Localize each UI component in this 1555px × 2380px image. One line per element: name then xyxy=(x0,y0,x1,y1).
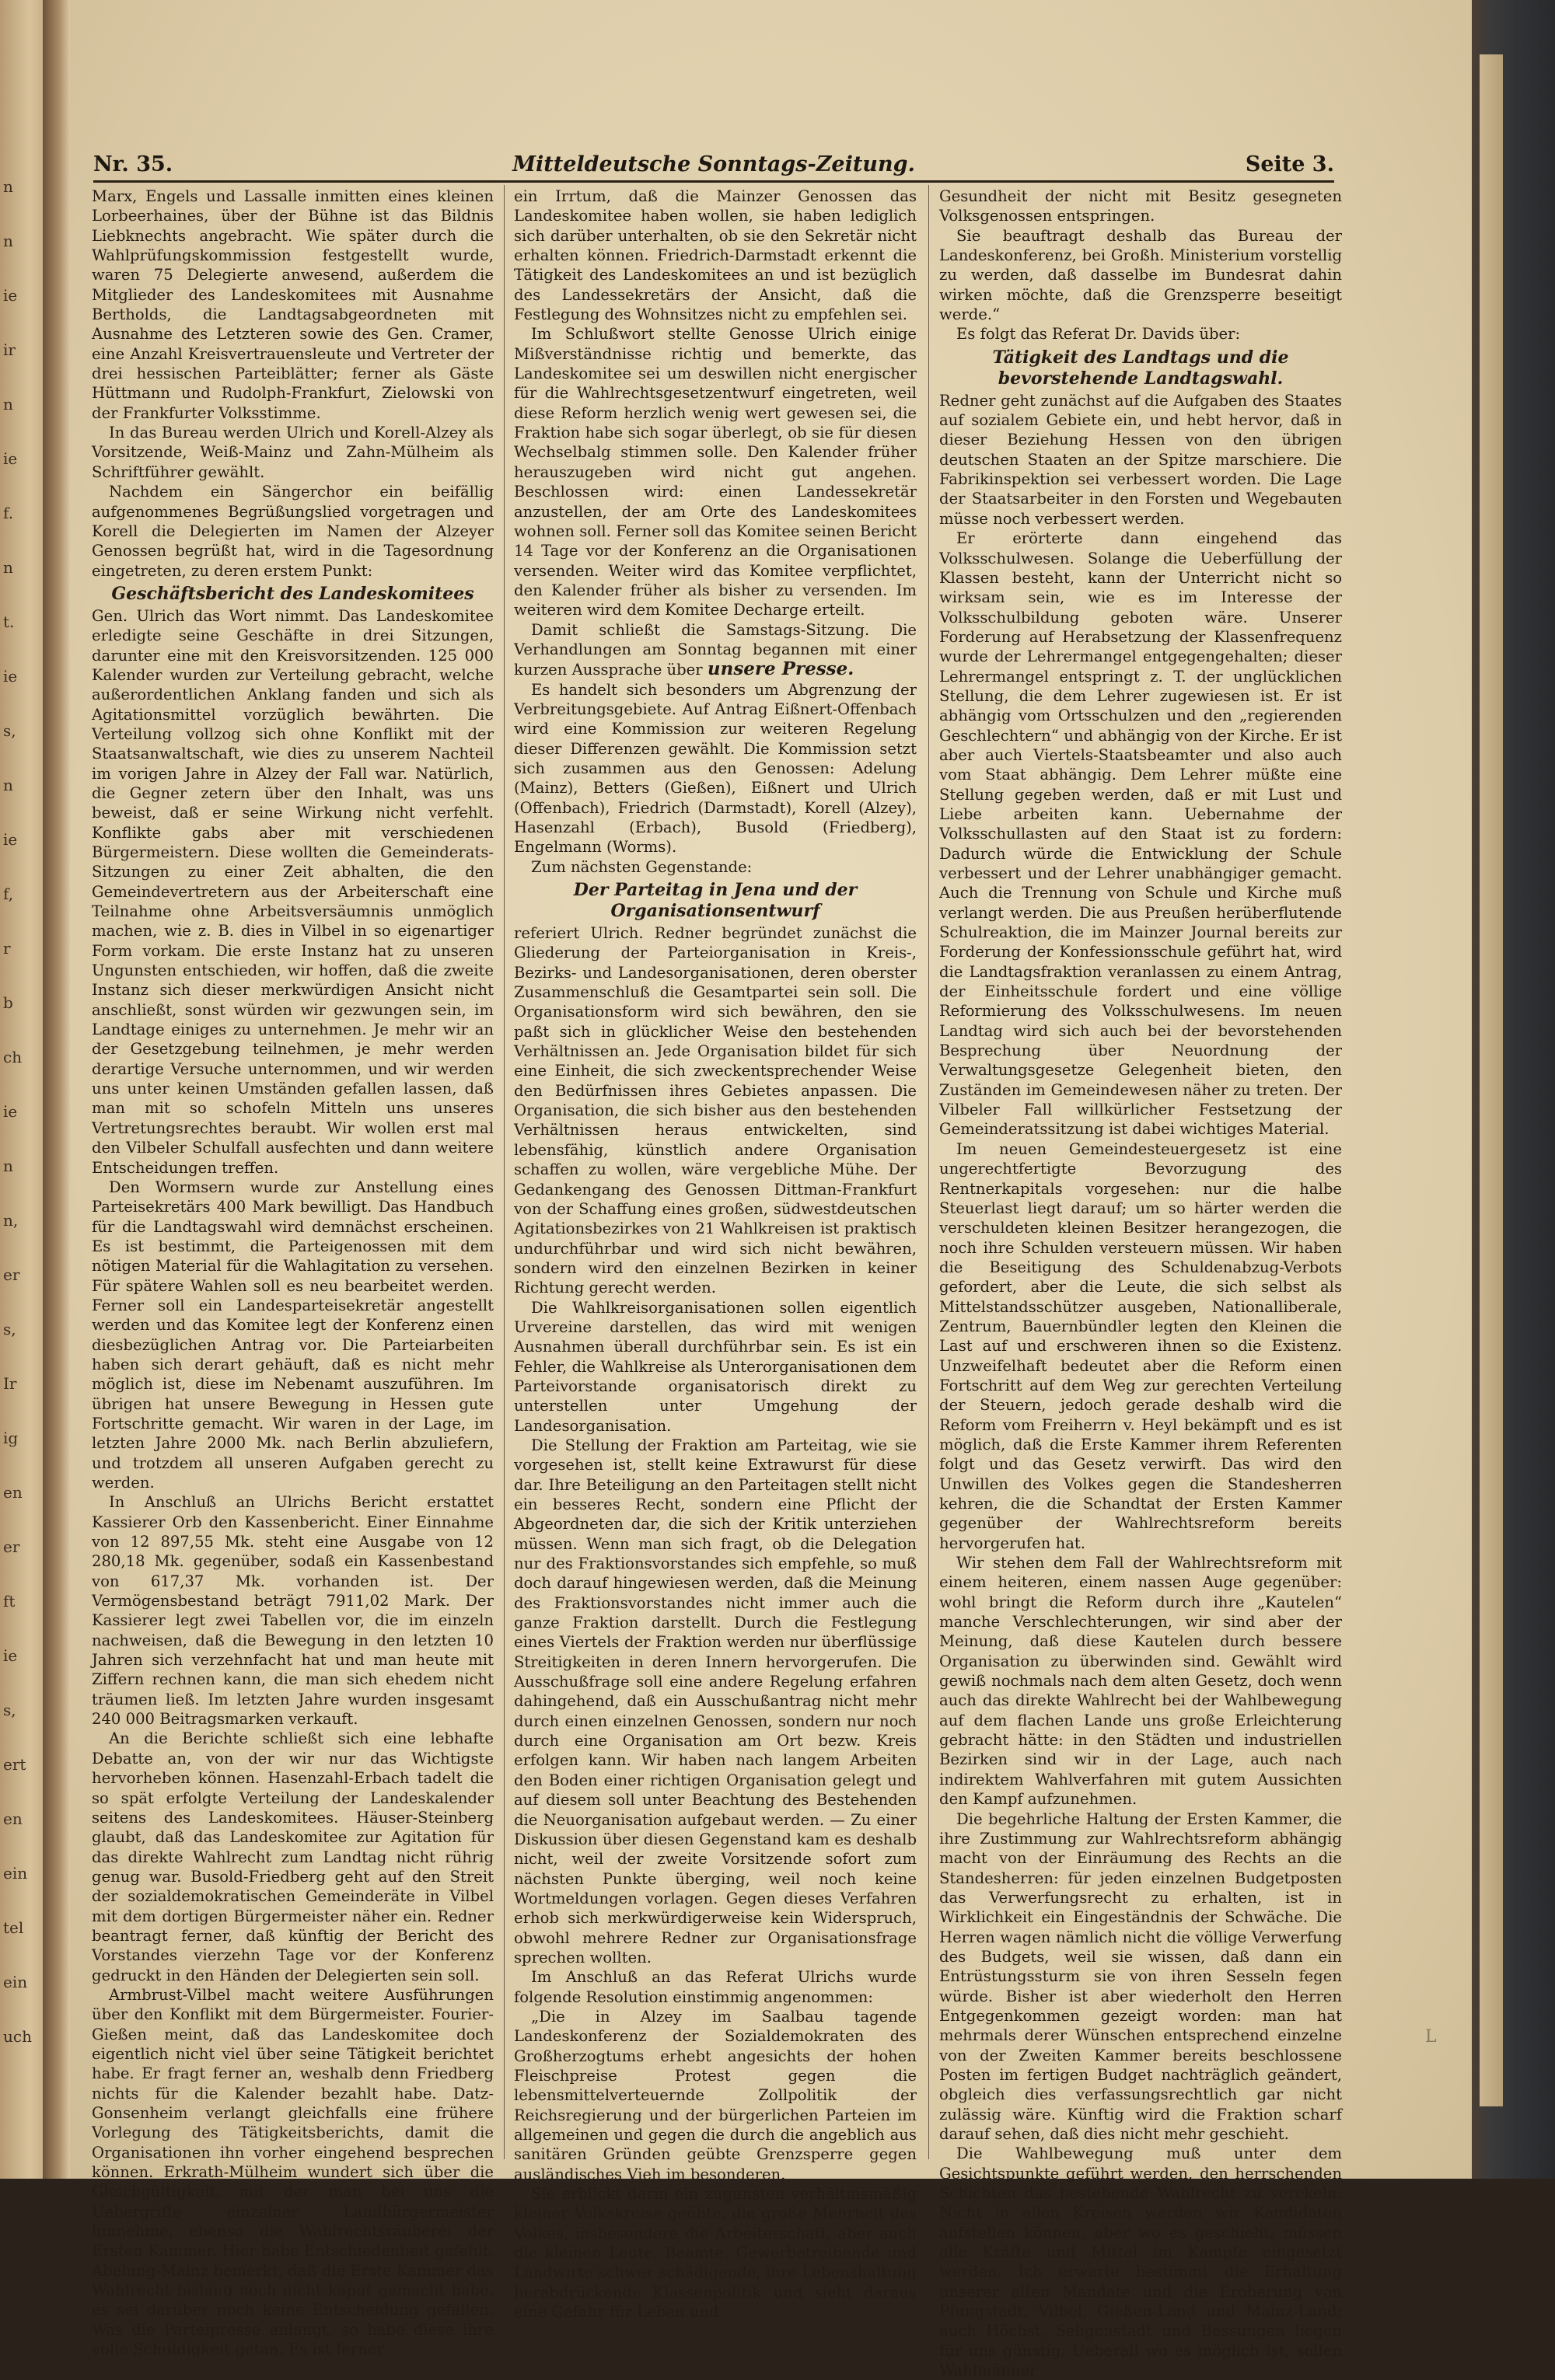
edge-text-fragment: ch xyxy=(3,1048,23,1066)
paragraph: Armbrust-Vilbel macht weitere Ausführungen über den Konflikt mit dem Bürgermeister. Fourier-Gießen meint, daß das Landeskomitee doch eigentlich nicht viel über seine Tätigkeit berichtet habe. Er fragt ferner an, weshalb denn Friedberg nichts für die Kalender bezahlt habe. Datz-Gonsenheim verlangt gleichfalls eine frühere Vorlegung des Tätigkeitsberichts, damit die Organisationen ihn vorher eingehend besprechen können. Erkrath-Mülheim wundert sich über die Gleichgültigkeit, mit der man bei uns die Uebergriffe einzelner Landbürgermeister hinnehme, ebenso die Wahlrechtsräuberei der Ersten Kammer. Hier habe Entschiedenheit gefehlt. Abelung-Mainz bemerkt, daß die Erste Kammer das Wahlrecht bislang noch nicht kaput gemacht habe, es sei darüber noch keine Entscheidung gefallen. Was die Parteipresse anlangt, so habe diese ihre volle Schuldigkeit getan. Es ist ferner xyxy=(92,1985,494,2359)
edge-text-fragment: ie xyxy=(3,286,18,305)
edge-text-fragment: n xyxy=(3,232,13,250)
edge-text-fragment: ie xyxy=(3,667,18,686)
paragraph: Gen. Ulrich das Wort nimmt. Das Landeskomitee erledigte seine Geschäfte in drei Sitzungen, darunter eine mit den Kreisvorsitzenden. 125 000 Kalender wurden zur Verteilung gebracht, welche außerordentlichen Anklang fanden und sich als Agitationsmittel vorzüglich bewährten. Die Verteilung vollzog sich ohne Konflikt mit der Staatsanwaltschaft, wie dies zu unserem Nachteil im vorigen Jahre in Alzey der Fall war. Natürlich, die Gegner zetern über den Inhalt, was uns beweist, daß er seine Wirkung nicht verfehlt. Konflikte gabs aber mit verschiedenen Bürgermeistern. Diese wollten die Gemeinderats-Sitzungen zu einer Zeit abhalten, die den Gemeindevertretern aus der Arbeiterschaft eine Teilnahme ohne Arbeitsversäumnis unmöglich machen, wie z. B. dies in Vilbel in so eigenartiger Form vorkam. Die erste Instanz hat zu unseren Ungunsten entschieden, wir hoffen, daß die zweite Instanz sich dieser merkwürdigen Ansicht nicht anschließt, sonst würden wir gezwungen sein, im Landtage einiges zu unternehmen. Je mehr wir an der Gesetzgebung teilnehmen, je mehr werden derartige Versuche unternommen, und wir werden uns unter keinen Umständen gefallen lassen, daß man mit so schofeln Mitteln uns unseres Vertretungsrechtes beraubt. Wir wollen erst mal den Vilbeler Schulfall ausfechten und dann weitere Entscheidungen treffen. xyxy=(92,606,494,1177)
book-spine-edge xyxy=(1472,0,1555,2179)
edge-text-fragment: ie xyxy=(3,1102,18,1121)
column-divider xyxy=(928,185,929,2159)
edge-text-fragment: s, xyxy=(3,1701,16,1719)
paragraph: Gesundheit der nicht mit Besitz gesegneten Volksgenossen entspringen. xyxy=(939,187,1342,225)
column-3 xyxy=(939,187,1342,2380)
section-heading: Geschäftsbericht des Landeskomitees xyxy=(111,583,474,604)
paragraph: Nachdem ein Sängerchor ein beifällig aufgenommenes Begrüßungslied vorgetragen und Korell die Delegierten im Namen der Alzeyer Genossen begrüßt hat, wird in die Tagesordnung eingetreten, zu deren erstem Punkt: xyxy=(92,483,494,580)
edge-text-fragment: n xyxy=(3,177,13,196)
edge-text-fragment: n xyxy=(3,1157,13,1175)
header-rule xyxy=(93,180,1334,183)
paragraph: Zum nächsten Gegenstande: xyxy=(531,857,753,876)
edge-text-fragment: f, xyxy=(3,885,14,903)
edge-text-fragment: n xyxy=(3,776,13,794)
paragraph: Es folgt das Referat Dr. Davids über: xyxy=(956,325,1241,344)
paragraph: Den Wormsern wurde zur Anstellung eines Parteisekretärs 400 Mark bewilligt. Das Handbuch für die Landtagswahl wird demnächst erscheinen. Es ist bestimmt, die Parteigenossen mit dem nötigen Material für die Wahlagitation zu versehen. Für spätere Wahlen soll es neu bearbeitet werden. Ferner soll ein Landesparteisekretär angestellt werden und das Komitee legt der Konferenz einen diesbezüglichen Antrag vor. Die Parteiarbeiten haben sich derart gehäuft, daß es nicht mehr möglich ist, diese im Nebenamt auszuführen. Im übrigen hat unsere Bewegung in Hessen gute Fortschritte gemacht. Wir waren in der Lage, im letzten Jahre 2000 Mk. nach Berlin abzuliefern, und trotzdem all unseren Aufgaben gerecht zu werden. xyxy=(92,1178,494,1492)
edge-text-fragment: ein xyxy=(3,1864,28,1883)
paragraph: Sie beauftragt deshalb das Bureau der Landeskonferenz, bei Großh. Ministerium vorstellig zu werden, daß dasselbe im Bundesrat dahin wirken möchte, daß die Grenzsperre beseitigt werde.“ xyxy=(939,226,1342,324)
edge-text-fragment: en xyxy=(3,1809,23,1828)
paragraph: Marx, Engels und Lassalle inmitten eines kleinen Lorbeerhaines, über der Bühne ist das Bildnis Liebknechts angebracht. Wie später durch die Wahlprüfungskommission festgestellt wurde, waren 75 Delegierte anwesend, außerdem die Mitglieder des Landeskomitees mit Ausnahme Bertholds, die Landtagsabgeordneten mit Ausnahme des Letzteren sowie des Gen. Cramer, eine Anzahl Kreisvertrauensleute und Vertreter der drei hessischen Parteiblätter; ferner als Gäste Hüttmann und Rudolph-Frankfurt, Zielowski von der Frankfurter Volksstimme. xyxy=(92,187,494,422)
edge-text-fragment: en xyxy=(3,1483,23,1502)
paragraph: In Anschluß an Ulrichs Bericht erstattet Kassierer Orb den Kassenbericht. Einer Einnahme von 12 897,55 Mk. steht eine Ausgabe von 12 280,18 Mk. gegenüber, sodaß ein Kassenbestand von 617,37 Mk. vorhanden ist. Der Vermögensbestand beträgt 7911,02 Mark. Der Kassierer legt zwei Tabellen vor, die im einzeln nachweisen, daß die Bewegung in den letzten 10 Jahren sich verzehnfacht hat und man heute mit Ziffern rechnen kann, die man sich ehedem nicht träumen ließ. Im letzten Jahre wurden insgesamt 240 000 Beitragsmarken verkauft. xyxy=(92,1493,494,1729)
edge-text-fragment: n xyxy=(3,395,13,414)
edge-text-fragment: n, xyxy=(3,1211,19,1230)
page-stack-edge xyxy=(1480,54,1503,2106)
paragraph: Im neuen Gemeindesteuergesetz ist eine ungerechtfertigte Bevorzugung des Rentnerkapitals vorgesehen: nur die halbe Steuerlast liegt darauf; um so härter werden die verschuldeten kleinen Besitzer herangezogen, die noch ihre Schulden versteuern müssen. Wir haben die Beseitigung des Schuldenabzug-Verbots gefordert, aber die Leute, die sich selbst als Mittelstandsschützer ausgeben, Nationalliberale, Zentrum, Bauernbündler legten den Kleinen die Last auf und erschweren ihnen so die Existenz. Unzweifelhaft bedeutet aber die Reform einen Fortschritt auf dem Weg zur gerechten Verteilung der Steuern, jedoch gerade deshalb wird die Reform vom Freiherrn v. Heyl bekämpft und es ist möglich, daß die Erste Kammer ihrem Referenten folgt und das Gesetz verwirft. Das wird den Unwillen des Volkes gegen die Standesherren kehren, die die Schandtat der Ersten Kammer gegenüber der Wahlrechtsreform bereits hervorgerufen hat. xyxy=(939,1139,1342,1552)
column-divider xyxy=(504,185,505,2159)
edge-text-fragment: Ir xyxy=(3,1374,17,1393)
paragraph: Es handelt sich besonders um Abgrenzung der Verbreitungsgebiete. Auf Antrag Eißnert-Offenbach wird eine Kommission zur weiteren Regelung dieser Differenzen gewählt. Die Kommission setzt sich zusammen aus den Genossen: Adelung (Mainz), Betters (Gießen), Eißnert und Ulrich (Offenbach), Friedrich (Darmstadt), Korell (Alzey), Hasenzahl (Erbach), Busold (Friedberg), Engelmann (Worms). xyxy=(514,680,917,857)
edge-text-fragment: t. xyxy=(3,612,15,631)
paragraph: Er erörterte dann eingehend das Volksschulwesen. Solange die Ueberfüllung der Klassen besteht, kann der Unterricht nicht so wirksam sein, wie es im Interesse der Volksschulbildung geboten wäre. Unserer Forderung auf Herabsetzung der Klassenfrequenz wurde der Lehrermangel entgegengehalten; dieser Lehrermangel entspringt z. T. der unglücklichen Stellung, die dem Lehrer zugewiesen ist. Er ist abhängig vom Ortsschulzen und den „regierenden Geschlechtern“ und abhängig von der Kirche. Er ist aber auch Viertels-Staatsbeamter und also auch vom Staat abhängig. Dem Lehrer müßte eine Stellung gegeben werden, daß er mit Lust und Liebe arbeiten kann. Uebernahme der Volksschullasten auf den Staat ist zu fordern: Dadurch würde die Entwicklung der Schule verbessert und der Lehrer unabhängiger gemacht. Auch die Trennung von Schule und Kirche muß verlangt werden. Die aus Preußen herüberflutende Schulreaktion, die im Mainzer Journal bereits zur Forderung der Konfessionsschule geführt hat, wird die Landtagsfraktion veranlassen zu einem Antrag, der Einheitsschule fordert und eine völlige Reformierung des Volksschulwesens. Im neuen Landtag wird sich auch bei der bevorstehenden Besprechung über Neuordnung der Verwaltungsgesetze Gelegenheit bieten, den Zuständen im Gemeindewesen näher zu treten. Der Vilbeler Fall willkürlicher Festsetzung der Gemeinderatssitzung ist dabei wichtiges Material. xyxy=(939,529,1342,1139)
book-gutter xyxy=(43,0,70,2179)
edge-text-fragment: ie xyxy=(3,1646,18,1665)
section-heading: Der Parteitag in Jena und der Organisationsentwurf xyxy=(573,880,858,922)
section-heading: Tätigkeit des Landtags und die bevorstehende Landtagswahl. xyxy=(992,347,1289,389)
paragraph: Wir stehen dem Fall der Wahlrechtsreform mit einem heiteren, einem nassen Auge gegenüber: wohl bringt die Reform durch ihre „Kautelen“ manche Verschlechterungen, wir sind aber der Meinung, daß diese Kautelen durch bessere Organisation zu überwinden sind. Gewählt wird gewiß nochmals nach dem alten Gesetz, doch wenn auch das direkte Wahlrecht bei der Wahlbewegung auf dem flachen Lande uns große Erleichterung gebracht hätte: in den Städten und industriellen Bezirken sind wir in der Lage, auch nach indirektem Wahlverfahren mit gutem Aussichten den Kampf aufzunehmen. xyxy=(939,1554,1342,1809)
edge-text-fragment: tel xyxy=(3,1918,24,1937)
page-header xyxy=(93,152,1334,179)
edge-text-fragment: f. xyxy=(3,504,14,522)
edge-text-fragment: er xyxy=(3,1265,20,1284)
page-number: Seite 3. xyxy=(1245,152,1334,176)
edge-text-fragment: n xyxy=(3,558,13,577)
paragraph: Im Schlußwort stellte Genosse Ulrich einige Mißverständnisse richtig und bemerkte, das Landeskomitee sei um deswillen nicht energischer für die Wahlrechtsgesetzentwurf eingetreten, weil diese Reform herzlich wenig wert gewesen sei, die Fraktion habe sich sogar überlegt, ob sie für diesen Wechselbalg stimmen solle. Den Kalender früher herauszugeben wird nicht gut angehen. Beschlossen wird: einen Landessekretär anzustellen, der am Orte des Landeskomitees wohnen soll. Ferner soll das Komitee seinen Bericht 14 Tage vor der Konferenz an die Organisationen versenden. Weiter wird das Komitee verpflichtet, den Kalender früher als bisher zu versenden. Im weiteren wird dem Komitee Decharge erteilt. xyxy=(514,325,917,619)
paragraph: An die Berichte schließt sich eine lebhafte Debatte an, von der wir nur das Wichtigste hervorheben können. Hasenzahl-Erbach tadelt die so spät erfolgte Verteilung der Landeskalender seitens des Landeskomitees. Häuser-Steinberg glaubt, daß das Landeskomitee zur Agitation für das direkte Wahlrecht zum Landtag nicht rührig genug war. Busold-Friedberg geht auf den Streit der sozialdemokratischen Gemeinderäte in Vilbel mit dem dortigen Bürgermeister näher ein. Redner beantragt ferner, daß künftig der Bericht des Vorstandes vierzehn Tage vor der Konferenz gedruckt in den Händen der Delegierten sein soll. xyxy=(92,1729,494,1984)
newspaper-page xyxy=(70,0,1472,2380)
paragraph: Die begehrliche Haltung der Ersten Kammer, die ihre Zustimmung zur Wahlrechtsreform abhängig macht von der Einräumung des Rechts an die Standesherren: für jeden einzelnen Budgetposten das Verwerfungsrecht zu erhalten, ist in Wirklichkeit ein Eingeständnis der Schwäche. Die Herren wagen nämlich nicht die völlige Verwerfung des Budgets, weil sie wissen, daß dann ein Entrüstungssturm sie von ihren Sesseln fegen würde. Bisher ist aber wiederholt den Herren Entgegenkommen gezeigt worden: man hat mehrmals derer Wünschen entsprechend einzelne von der Zweiten Kammer bereits beschlossene Posten im fertigen Budget nachträglich geändert, obgleich dies verfassungsrechtlich gar nicht zulässig wäre. Künftig wird die Fraktion scharf darauf sehen, daß dies nicht mehr geschieht. xyxy=(939,1809,1342,2143)
resolution-text: Sie erblickt darin ein zugunsten verhältnismäßig kleiner Volkskreise geübte, die große Mehrheit des Volkes, insbesondere die Arbeiterschaft, aber auch die kleinen Leute, Beamte, Gewerbetreibende und Landwirte schwer schädigende, ihre Lebenshaltung herabdrückende Klassenpolitik und sieht daraus eine Gefahr für Leben und xyxy=(514,2185,917,2322)
page-mark: L xyxy=(1425,2027,1437,2047)
paragraph: referiert Ulrich. Redner begründet zunächst die Gliederung der Parteiorganisation in Kreis-, Bezirks- und Landesorganisationen, deren oberster Zusammenschluß die Gesamtpartei sein soll. Die Organisationsform wird sich bewähren, den sie paßt sich in glücklicher Weise den bestehenden Verhältnissen an. Jede Organisation bildet für sich eine Einheit, die sich zweckentsprechender Weise den Bedürfnissen ihres Gebietes anpassen. Die Organisation, die sich bisher aus den bestehenden Verhältnissen heraus entwickelten, sind lebensfähig, künstlich andere Organisation schaffen zu wollen, wäre vergebliche Mühe. Der Gedankengang des Genossen Dittman-Frankfurt von der Schaffung eines großen, südwestdeutschen Agitationsbezirkes von 21 Wahlkreisen ist praktisch undurchführbar und wird sich nicht bewähren, sondern wird den einzelnen Bezirken in keiner Richtung gerecht werden. xyxy=(514,924,917,1297)
paragraph: Die Stellung der Fraktion am Parteitag, wie sie vorgesehen ist, stellt keine Extrawurst für diese dar. Ihre Beteiligung an den Parteitagen stellt nicht ein besseres Recht, sondern eine Pflicht der Abgeordneten dar, die sich der Kritik unterziehen müssen. Wenn man sich fragt, ob die Delegation nur des Fraktionsvorstandes sich empfehle, so muß doch darauf hingewiesen werden, daß die Meinung des Fraktionsvorstandes nicht immer auch die ganze Fraktion darstellt. Durch die Festlegung eines Viertels der Fraktion werden nur überflüssige Streitigkeiten in deren Innern hervorgerufen. Die Ausschußfrage soll eine andere Regelung erfahren dahingehend, daß ein Ausschußantrag nicht mehr durch einen einzelnen Genossen, sondern nur noch durch eine Organisation am Ort bezw. Kreis erfolgen kann. Wir haben nach langem Arbeiten den Boden einer richtigen Organisation gelegt und auf diesem soll unter Beachtung des Bestehenden die Neuorganisation aufgebaut werden. — Zu einer Diskussion über diesen Gegenstand kam es deshalb nicht, weil der zweite Vorsitzende sofort zum nächsten Punkte überging, weil noch keine Wortmeldungen vorlagen. Gegen dieses Verfahren erhob sich merkwürdigerweise kein Widerspruch, obwohl mehrere Redner zur Organisationsfrage sprechen wollten. xyxy=(514,1436,917,1966)
edge-text-fragment: ft xyxy=(3,1592,16,1611)
edge-text-fragment: ie xyxy=(3,449,18,468)
edge-text-fragment: uch xyxy=(3,2027,32,2046)
edge-text-fragment: s, xyxy=(3,721,16,740)
edge-text-fragment: ig xyxy=(3,1429,19,1447)
column-1 xyxy=(92,187,494,2359)
newspaper-title: Mitteldeutsche Sonntags-Zeitung. xyxy=(512,152,915,176)
edge-text-fragment: s, xyxy=(3,1320,16,1338)
issue-number: Nr. 35. xyxy=(93,152,173,176)
paragraph-text: Damit schließt die Samstags-Sitzung. Die Verhandlungen am Sonntag begannen mit einer kurzen Aussprache über xyxy=(514,620,917,679)
adjacent-page-edge xyxy=(0,0,43,2179)
paragraph xyxy=(514,620,917,680)
inline-heading: unsere Presse. xyxy=(707,658,854,680)
edge-text-fragment: ir xyxy=(3,340,16,359)
paragraph: ein Irrtum, daß die Mainzer Genossen das Landeskomitee haben wollen, sie haben lediglich sich darüber unterhalten, ob sie den Sekretär nicht erhalten können. Friedrich-Darmstadt erkennt die Tätigkeit des Landeskomitees an und ist bezüglich des Landessekretärs der Ansicht, daß die Festlegung des Wohnsitzes nicht zu empfehlen sei. xyxy=(514,187,917,324)
edge-text-fragment: ein xyxy=(3,1973,28,1991)
paragraph: Im Anschluß an das Referat Ulrichs wurde folgende Resolution einstimmig angenommen: xyxy=(514,1968,917,2006)
resolution-text: „Die in Alzey im Saalbau tagende Landeskonferenz der Sozialdemokraten des Großherzogtums erhebt angesichts der hohen Fleischpreise Protest gegen die lebensmittelverteuernde Zollpolitik der Reichsregierung und der bürgerlichen Parteien im allgemeinen und gegen die durch die angeblich aus sanitären Gründen geübte Grenzsperre gegen ausländisches Vieh im besonderen. xyxy=(514,2007,917,2183)
paragraph: Die Wahlbewegung muß unter dem Gesichtspunkte geführt werden, den herrschenden Schichten das bestehende Wahlrecht zu verekeln. Nicht in allen Kreisen werden wir Kandidaten aufstellen können, aber wo es geschieht, müssen alle Kräfte und Mittel im Kampfe eingesetzt werden. Ich erwarte bestimmt die Erhaltung unserer alten Mandate und die Eroberung von Pfungstadt, Vilbel, Gießen-Land und Mainz-Land; auch Höchst, Seligenstadt und Bessungen liegen für uns günstig. Ueberall wo es möglich ist, sollen Wahlmänner xyxy=(939,2144,1342,2380)
edge-text-fragment: ert xyxy=(3,1755,26,1774)
paragraph: Die Wahlkreisorganisationen sollen eigentlich Urvereine darstellen, das wird mit wenigen Ausnahmen überall durchführbar sein. Es ist ein Fehler, die Wahlkreise als Unterorganisationen dem Parteivorstande organisatorisch direkt zu unterstellen unter Umgehung der Landesorganisation. xyxy=(514,1298,917,1435)
edge-text-fragment: b xyxy=(3,993,13,1012)
edge-text-fragment: er xyxy=(3,1537,20,1556)
paragraph: In das Bureau werden Ulrich und Korell-Alzey als Vorsitzende, Weiß-Mainz und Zahn-Mülheim als Schriftführer gewählt. xyxy=(92,424,494,481)
paragraph: Redner geht zunächst auf die Aufgaben des Staates auf sozialem Gebiete ein, und hebt hervor, daß in dieser Beziehung Hessen von den übrigen deutschen Staaten an der Spitze marschiere. Die Fabrikinspektion sei verbessert worden. Die Lage der Staatsarbeiter in den Forsten und Wegebauten müsse noch verbessert werden. xyxy=(939,391,1342,528)
column-2 xyxy=(514,187,917,2322)
edge-text-fragment: r xyxy=(3,939,11,958)
edge-text-fragment: ie xyxy=(3,830,18,849)
